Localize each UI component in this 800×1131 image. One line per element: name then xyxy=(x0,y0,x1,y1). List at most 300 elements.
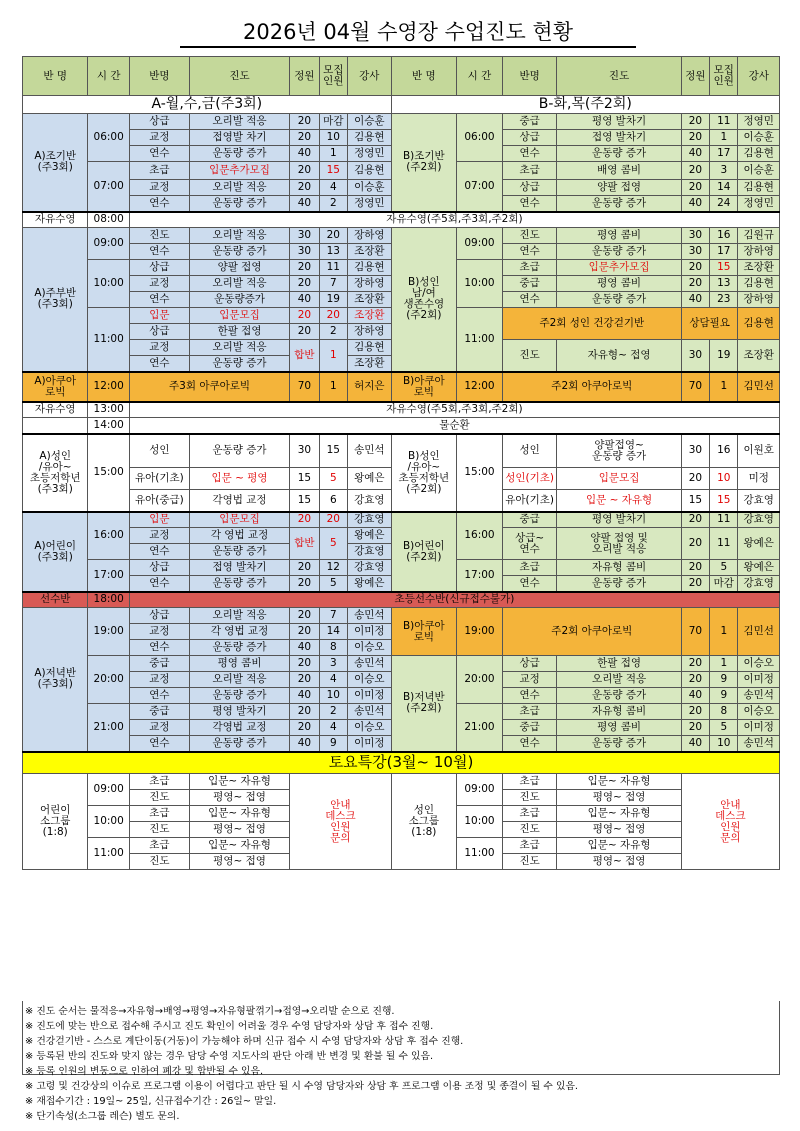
table-cell: 운동량 증가 xyxy=(189,688,289,704)
table-cell: 평영 발차기 xyxy=(557,114,681,130)
table-row xyxy=(23,96,780,114)
table-cell: 김민선 xyxy=(738,372,780,402)
table-cell: 20 xyxy=(681,468,709,490)
table-cell: 11 xyxy=(319,260,347,276)
table-cell: 20 xyxy=(290,260,319,276)
table-cell: 9 xyxy=(710,688,738,704)
table-cell: 20 xyxy=(290,624,319,640)
table-cell: 20 xyxy=(681,576,709,592)
table-cell: 15 xyxy=(710,260,738,276)
table-cell: 30 xyxy=(681,228,709,244)
table-cell: 진도 xyxy=(502,822,557,838)
table-cell: 19 xyxy=(319,292,347,308)
table-cell: 40 xyxy=(681,688,709,704)
table-cell: 입문 xyxy=(129,308,189,324)
table-cell: A)조기반 (주3회) xyxy=(23,114,88,212)
table-cell: 중급 xyxy=(129,704,189,720)
table-cell: 정영민 xyxy=(738,114,780,130)
table-cell: 20 xyxy=(681,656,709,672)
table-cell: 1 xyxy=(710,608,738,656)
table-cell: 입문모집 xyxy=(189,512,289,528)
table-cell: 20 xyxy=(290,162,319,180)
table-cell: 이승훈 xyxy=(348,180,392,196)
table-cell: 김용현 xyxy=(738,180,780,196)
table-cell: 19 xyxy=(710,340,738,372)
table-cell: 15:00 xyxy=(457,434,503,512)
table-cell: 중급 xyxy=(502,512,557,528)
table-cell: 자유수영(주5회,주3회,주2회) xyxy=(129,212,779,228)
table-cell: 20 xyxy=(681,672,709,688)
table-cell: 진도 xyxy=(129,228,189,244)
table-cell: 반명 xyxy=(129,57,189,96)
table-cell: 초급 xyxy=(129,162,189,180)
table-cell: 마감 xyxy=(710,576,738,592)
table-cell: 자유수영(주5회,주3회,주2회) xyxy=(129,402,779,418)
table-cell: 4 xyxy=(319,672,347,688)
table-cell: 김용현 xyxy=(348,340,392,356)
table-cell: 오리발 적응 xyxy=(189,180,289,196)
table-cell: 상급 xyxy=(502,180,557,196)
table-cell: 40 xyxy=(681,292,709,308)
table-cell: 평영~ 접영 xyxy=(557,854,681,870)
table-cell: 10 xyxy=(710,736,738,752)
note-line: ※ 등록된 반의 진도와 맞지 않는 경우 담당 수영 지도사의 판단 아래 반 변경 및 환불 될 수 있음. xyxy=(25,1051,434,1062)
table-cell: 운동량 증가 xyxy=(557,146,681,162)
table-row xyxy=(23,592,780,608)
page-title: 2026년 04월 수영장 수업진도 현황 xyxy=(180,18,636,48)
table-cell: 70 xyxy=(681,608,709,656)
table-cell: 성인 소그룹 (1:8) xyxy=(391,774,456,870)
table-cell: 20 xyxy=(290,276,319,292)
table-cell: 정원 xyxy=(290,57,319,96)
table-cell xyxy=(23,418,88,434)
table-cell: 정원 xyxy=(681,57,709,96)
table-row xyxy=(23,752,780,774)
table-cell: 20 xyxy=(681,560,709,576)
table-cell: 오리발 적응 xyxy=(189,608,289,624)
table-cell: 15:00 xyxy=(88,434,129,512)
table-cell: 진도 xyxy=(557,57,681,96)
table-cell: 한팔 접영 xyxy=(557,656,681,672)
table-cell: 09:00 xyxy=(457,774,503,806)
table-cell: 주2회 아쿠아로빅 xyxy=(502,608,681,656)
table-cell: 왕예은 xyxy=(348,576,392,592)
table-cell: 연수 xyxy=(502,196,557,212)
table-cell: 20 xyxy=(290,720,319,736)
table-cell: 30 xyxy=(681,340,709,372)
table-cell: 9 xyxy=(710,672,738,688)
table-cell: 20 xyxy=(681,260,709,276)
table-cell: 접영 발차기 xyxy=(189,560,289,576)
table-cell: 초급 xyxy=(502,162,557,180)
table-cell: 이미정 xyxy=(738,672,780,688)
table-cell: 이승오 xyxy=(738,704,780,720)
table-cell: 7 xyxy=(319,608,347,624)
table-cell: 초급 xyxy=(502,704,557,720)
table-cell: 이미정 xyxy=(348,736,392,752)
table-cell: 5 xyxy=(319,528,347,560)
table-cell: 연수 xyxy=(129,196,189,212)
table-cell: 07:00 xyxy=(88,162,129,212)
table-cell: 왕예은 xyxy=(348,528,392,544)
table-row xyxy=(23,774,780,790)
table-cell: 20 xyxy=(319,228,347,244)
table-cell: 평영~ 접영 xyxy=(557,822,681,838)
table-cell: 조장환 xyxy=(738,340,780,372)
schedule-table xyxy=(22,56,780,870)
table-cell: 10 xyxy=(319,688,347,704)
table-cell: 장하영 xyxy=(348,228,392,244)
table-cell: 이원호 xyxy=(738,434,780,468)
table-cell: 자유수영 xyxy=(23,402,88,418)
table-row xyxy=(23,57,780,96)
table-cell: 11:00 xyxy=(88,308,129,372)
table-cell: 10:00 xyxy=(457,260,503,308)
table-cell: 15 xyxy=(710,490,738,512)
table-cell: 09:00 xyxy=(88,228,129,260)
table-cell: 입문~ 자유형 xyxy=(189,838,289,854)
table-cell: 상급 xyxy=(129,114,189,130)
table-cell: 1 xyxy=(319,146,347,162)
table-cell: 김용현 xyxy=(738,276,780,292)
table-cell: 11:00 xyxy=(88,838,129,870)
table-cell: 모집 인원 xyxy=(710,57,738,96)
table-cell: 진도 xyxy=(129,854,189,870)
table-cell: 상급 xyxy=(129,324,189,340)
table-cell: 입문~ 자유형 xyxy=(557,838,681,854)
table-cell: 연수 xyxy=(129,244,189,260)
table-cell: 10:00 xyxy=(88,260,129,308)
table-cell: 30 xyxy=(681,434,709,468)
table-cell: 16 xyxy=(710,434,738,468)
table-cell: 장하영 xyxy=(738,244,780,260)
table-cell: 반 명 xyxy=(23,57,88,96)
table-cell: 12:00 xyxy=(88,372,129,402)
table-cell: 입문 ~ 자유형 xyxy=(557,490,681,512)
table-cell: 오리발 적응 xyxy=(189,340,289,356)
table-row xyxy=(23,114,780,130)
table-cell: 40 xyxy=(290,196,319,212)
table-cell: B)저녁반 (주2회) xyxy=(391,656,456,752)
table-cell: 운동량 증가 xyxy=(189,576,289,592)
table-cell: 20 xyxy=(290,704,319,720)
table-cell: 13 xyxy=(710,276,738,292)
table-cell: 2 xyxy=(319,196,347,212)
table-cell: 06:00 xyxy=(88,114,129,162)
table-cell: 30 xyxy=(290,244,319,260)
table-cell: 초급 xyxy=(502,560,557,576)
table-cell: 30 xyxy=(290,434,319,468)
table-row xyxy=(23,608,780,624)
table-cell: 양팔 접영 xyxy=(189,260,289,276)
table-cell: 평영 발차기 xyxy=(557,512,681,528)
table-cell: 자유형~ 접영 xyxy=(557,340,681,372)
table-cell: 진도 xyxy=(502,790,557,806)
table-cell: 각 영법 교정 xyxy=(189,528,289,544)
note-line: ※ 재접수기간 : 19일~ 25일, 신규접수기간 : 26일~ 말일. xyxy=(25,1096,277,1107)
table-cell: 조장환 xyxy=(738,260,780,276)
table-cell: 09:00 xyxy=(457,228,503,260)
table-cell: 10 xyxy=(710,468,738,490)
table-cell: 초급 xyxy=(129,774,189,790)
table-cell: 시 간 xyxy=(88,57,129,96)
note-line: ※ 고령 및 건강상의 이슈로 프로그램 이용이 어렵다고 판단 될 시 수영 담당자와 상담 후 프로그램 이용 조정 및 종결이 될 수 있음. xyxy=(25,1081,579,1092)
note-line: ※ 등록 인원의 변동으로 인하여 폐강 및 합반될 수 있음. xyxy=(25,1066,264,1077)
table-cell: 양팔 접영 xyxy=(557,180,681,196)
table-cell: 왕예은 xyxy=(348,468,392,490)
table-cell: 미정 xyxy=(738,468,780,490)
table-cell: 입문~ 자유형 xyxy=(189,806,289,822)
table-cell: 4 xyxy=(319,180,347,196)
table-cell: 20 xyxy=(290,656,319,672)
table-cell: 20 xyxy=(290,560,319,576)
table-cell: 입문추가모집 xyxy=(557,260,681,276)
table-cell: 17 xyxy=(710,146,738,162)
table-cell: 70 xyxy=(681,372,709,402)
table-cell: 초급 xyxy=(502,774,557,790)
table-cell: 1 xyxy=(710,656,738,672)
table-cell: 강효영 xyxy=(348,560,392,576)
table-cell: 30 xyxy=(290,228,319,244)
table-cell: 09:00 xyxy=(88,774,129,806)
table-cell: 김용현 xyxy=(348,130,392,146)
table-cell: 15 xyxy=(319,162,347,180)
table-cell: 15 xyxy=(319,434,347,468)
table-cell: 강효영 xyxy=(738,576,780,592)
table-cell: 오리발 적응 xyxy=(189,228,289,244)
table-cell: 정영민 xyxy=(348,146,392,162)
table-cell: 중급 xyxy=(502,276,557,292)
table-cell: 연수 xyxy=(129,688,189,704)
table-row xyxy=(23,402,780,418)
table-cell: 20 xyxy=(681,528,709,560)
table-cell: 운동량 증가 xyxy=(189,196,289,212)
table-cell: 송민석 xyxy=(738,736,780,752)
table-cell: 17:00 xyxy=(88,560,129,592)
table-cell: 교정 xyxy=(129,624,189,640)
table-cell: 입문모집 xyxy=(557,468,681,490)
table-cell: 강효영 xyxy=(348,490,392,512)
table-cell: 초급 xyxy=(129,806,189,822)
table-cell: 이승오 xyxy=(738,656,780,672)
table-cell: 11 xyxy=(710,528,738,560)
table-cell: 강사 xyxy=(348,57,392,96)
table-cell: 연수 xyxy=(129,736,189,752)
table-cell: A)성인 /유아~ 초등저학년 (주3회) xyxy=(23,434,88,512)
table-cell: 각영법 교정 xyxy=(189,490,289,512)
notes-box xyxy=(22,1001,780,1122)
table-cell: 강효영 xyxy=(348,544,392,560)
table-cell: 16 xyxy=(710,228,738,244)
note-line: ※ 진도 순서는 물적응→자유형→배영→평영→자유형팔꺾기→접영→오리발 순으로 진행. xyxy=(25,1006,395,1017)
table-cell: 정영민 xyxy=(348,196,392,212)
table-cell: B)어린이 (주2회) xyxy=(391,512,456,592)
table-cell: 20 xyxy=(290,308,319,324)
table-cell: B)조기반 (주2회) xyxy=(391,114,456,212)
table-cell: 왕예은 xyxy=(738,528,780,560)
table-cell: 이미정 xyxy=(348,624,392,640)
table-cell: 유아(중급) xyxy=(129,490,189,512)
table-cell: 초급 xyxy=(502,260,557,276)
table-cell: 운동량 증가 xyxy=(557,736,681,752)
table-cell: 20 xyxy=(681,276,709,292)
table-cell: B)성인 남/여 생존수영 (주2회) xyxy=(391,228,456,372)
table-cell: 평영 콤비 xyxy=(557,720,681,736)
table-cell: 강효영 xyxy=(738,512,780,528)
table-cell: 송민석 xyxy=(348,608,392,624)
table-cell: 입문~ 자유형 xyxy=(557,774,681,790)
table-cell: 14 xyxy=(319,624,347,640)
table-cell: 장하영 xyxy=(348,276,392,292)
table-cell: 이승오 xyxy=(348,672,392,688)
table-cell: 양팔접영~ 운동량 증가 xyxy=(557,434,681,468)
table-cell: 8 xyxy=(710,704,738,720)
table-cell: 평영~ 접영 xyxy=(557,790,681,806)
table-cell: 20 xyxy=(290,576,319,592)
table-cell: 입문~ 자유형 xyxy=(189,774,289,790)
table-cell: 연수 xyxy=(129,544,189,560)
table-cell: 1 xyxy=(319,340,347,372)
table-cell: 김용현 xyxy=(348,162,392,180)
table-cell: 20 xyxy=(681,512,709,528)
table-cell: 8 xyxy=(319,640,347,656)
table-row xyxy=(23,372,780,402)
table-cell: 초등선수반(신규접수불가) xyxy=(129,592,779,608)
table-cell: 4 xyxy=(319,720,347,736)
table-cell: 유아(기초) xyxy=(129,468,189,490)
table-cell: 진도 xyxy=(189,57,289,96)
table-cell: 11:00 xyxy=(457,838,503,870)
table-cell: A)아쿠아 로빅 xyxy=(23,372,88,402)
table-cell: 강사 xyxy=(738,57,780,96)
table-cell: 운동량 증가 xyxy=(557,292,681,308)
table-cell: 20 xyxy=(290,672,319,688)
table-cell: 교정 xyxy=(129,528,189,544)
table-cell: 상급~ 연수 xyxy=(502,528,557,560)
table-cell: 토요특강(3월~ 10월) xyxy=(23,752,780,774)
table-cell: 안내 데스크 인원 문의 xyxy=(681,774,779,870)
table-cell: 20 xyxy=(290,512,319,528)
table-cell: 18:00 xyxy=(88,592,129,608)
table-cell: 이미정 xyxy=(738,720,780,736)
table-cell: 진도 xyxy=(129,822,189,838)
table-cell: 40 xyxy=(290,688,319,704)
table-cell: 중급 xyxy=(502,114,557,130)
table-cell: 운동량 증가 xyxy=(189,544,289,560)
table-cell: 15 xyxy=(290,468,319,490)
table-cell: 20 xyxy=(290,130,319,146)
table-cell: 평영~ 접영 xyxy=(189,854,289,870)
table-cell: 중급 xyxy=(502,720,557,736)
table-cell: 40 xyxy=(290,736,319,752)
table-cell: 주3회 아쿠아로빅 xyxy=(129,372,289,402)
table-cell: 40 xyxy=(290,292,319,308)
table-cell: 김원규 xyxy=(738,228,780,244)
table-cell: 연수 xyxy=(129,576,189,592)
table-cell: 상급 xyxy=(129,260,189,276)
table-cell: 오리발 적응 xyxy=(189,276,289,292)
table-cell: 자유형 콤비 xyxy=(557,704,681,720)
table-cell: 70 xyxy=(290,372,319,402)
table-cell: 김용현 xyxy=(348,260,392,276)
table-cell: 입문추가모집 xyxy=(189,162,289,180)
table-cell: 12:00 xyxy=(457,372,503,402)
table-cell: 연수 xyxy=(129,292,189,308)
table-cell: 운동량 증가 xyxy=(189,244,289,260)
table-cell: 운동량 증가 xyxy=(189,640,289,656)
table-cell: 20 xyxy=(319,512,347,528)
table-cell: 중급 xyxy=(129,656,189,672)
table-cell: 김용현 xyxy=(738,308,780,340)
table-cell: 5 xyxy=(319,468,347,490)
table-row xyxy=(23,228,780,244)
table-cell: 20:00 xyxy=(88,656,129,704)
table-cell: 송민석 xyxy=(348,704,392,720)
table-cell: 이미정 xyxy=(348,688,392,704)
table-cell: 마감 xyxy=(319,114,347,130)
table-cell: 1 xyxy=(710,130,738,146)
table-cell: 주2회 성인 건강걷기반 xyxy=(502,308,681,340)
table-cell: 왕예은 xyxy=(738,560,780,576)
table-cell: 입문모집 xyxy=(189,308,289,324)
table-cell: 시 간 xyxy=(457,57,503,96)
table-cell: 17:00 xyxy=(457,560,503,592)
table-cell: 초급 xyxy=(129,838,189,854)
table-cell: 진도 xyxy=(502,228,557,244)
table-cell: 1 xyxy=(319,372,347,402)
table-cell: 평영~ 접영 xyxy=(189,822,289,838)
note-line: ※ 건강걷기반 - 스스로 계단이동(거동)이 가능해야 하며 신규 접수 시 수영 담당자와 상담 후 접수 진행. xyxy=(25,1036,464,1047)
note-line: ※ 진도에 맞는 반으로 접수해 주시고 진도 확인이 어려울 경우 수영 담당자와 상담 후 접수 진행. xyxy=(25,1021,434,1032)
table-cell: 20 xyxy=(681,114,709,130)
table-cell: 13 xyxy=(319,244,347,260)
table-cell: B)성인 /유아~ 초등저학년 (주2회) xyxy=(391,434,456,512)
table-cell: 조장환 xyxy=(348,244,392,260)
table-cell: 입문 xyxy=(129,512,189,528)
table-cell: 각 영법 교정 xyxy=(189,624,289,640)
table-cell: 연수 xyxy=(502,576,557,592)
table-cell: 이승훈 xyxy=(738,162,780,180)
table-cell: 반명 xyxy=(502,57,557,96)
table-cell: 입문~ 자유형 xyxy=(557,806,681,822)
table-cell: A-월,수,금(주3회) xyxy=(23,96,392,114)
table-cell: 운동량 증가 xyxy=(557,244,681,260)
table-cell: 평영 콤비 xyxy=(557,228,681,244)
table-cell: 40 xyxy=(681,736,709,752)
table-cell: 강효영 xyxy=(348,512,392,528)
table-cell: 교정 xyxy=(129,340,189,356)
table-cell: 24 xyxy=(710,196,738,212)
table-cell: 유아(기초) xyxy=(502,490,557,512)
table-cell: 반 명 xyxy=(391,57,456,96)
table-cell: 20 xyxy=(681,720,709,736)
table-cell: 조장환 xyxy=(348,308,392,324)
table-cell: 20 xyxy=(681,130,709,146)
table-cell: 이승오 xyxy=(348,640,392,656)
table-cell: 연수 xyxy=(502,146,557,162)
table-cell: 2 xyxy=(319,324,347,340)
table-cell: 16:00 xyxy=(88,512,129,560)
table-cell: 진도 xyxy=(129,790,189,806)
table-cell: 장하영 xyxy=(738,292,780,308)
table-row xyxy=(23,418,780,434)
table-cell: 10:00 xyxy=(457,806,503,838)
table-cell: 입문 ~ 평영 xyxy=(189,468,289,490)
table-cell: 초급 xyxy=(502,806,557,822)
table-cell: 21:00 xyxy=(88,704,129,752)
table-cell: 한팔 접영 xyxy=(189,324,289,340)
table-cell: 어린이 소그룹 (1:8) xyxy=(23,774,88,870)
